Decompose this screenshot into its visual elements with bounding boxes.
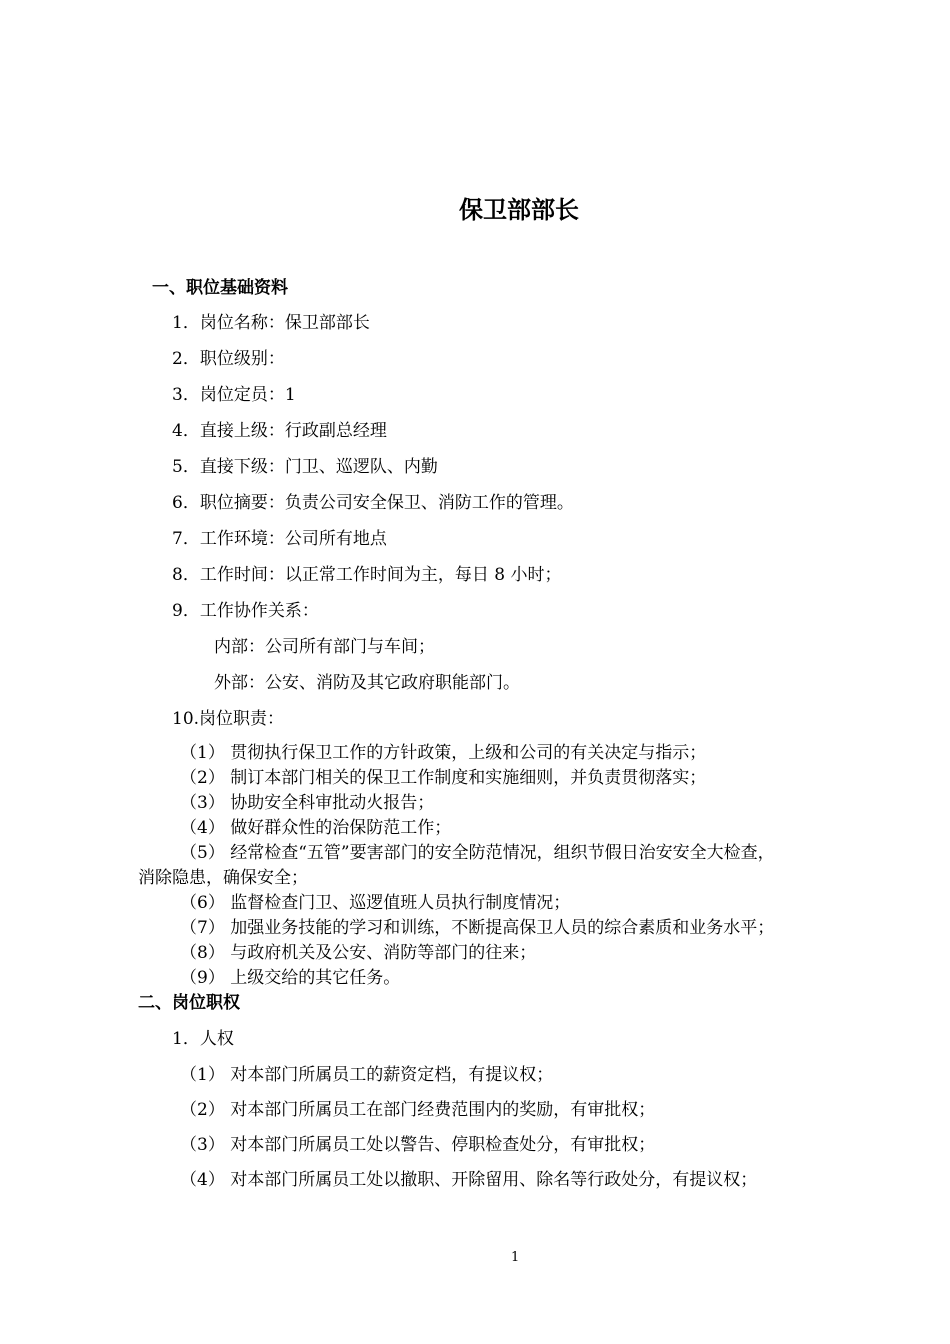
info-item: 5．直接下级：门卫、巡逻队、内勤 — [172, 457, 438, 477]
authority-item: （2） 对本部门所属员工在部门经费范围内的奖励，有审批权； — [180, 1100, 656, 1120]
page-title: 保卫部部长 — [459, 196, 579, 224]
authority-item: （4） 对本部门所属员工处以撤职、开除留用、除名等行政处分，有提议权； — [180, 1170, 758, 1190]
info-item: 9．工作协作关系： — [172, 601, 319, 621]
info-item: 4．直接上级：行政副总经理 — [172, 421, 387, 441]
info-item: 7．工作环境：公司所有地点 — [172, 529, 387, 549]
section-2-heading: 二、岗位职权 — [138, 993, 240, 1013]
page-number: 1 — [511, 1250, 520, 1265]
duty-item: （9） 上级交给的其它任务。 — [180, 968, 401, 988]
info-item: 1．岗位名称：保卫部部长 — [172, 313, 370, 333]
relation-external: 外部：公安、消防及其它政府职能部门。 — [214, 673, 520, 693]
info-item: 3．岗位定员：1 — [172, 385, 296, 405]
info-item: 8．工作时间：以正常工作时间为主，每日 8 小时； — [172, 565, 562, 585]
duty-item: （6） 监督检查门卫、巡逻值班人员执行制度情况； — [180, 893, 571, 913]
duties-label: 10.岗位职责： — [172, 709, 285, 729]
duty-item: （7） 加强业务技能的学习和训练，不断提高保卫人员的综合素质和业务水平； — [180, 918, 775, 938]
duty-item: （1） 贯彻执行保卫工作的方针政策，上级和公司的有关决定与指示； — [180, 743, 707, 763]
duty-item-continuation: 消除隐患，确保安全； — [138, 868, 308, 888]
authority-item: （1） 对本部门所属员工的薪资定档，有提议权； — [180, 1065, 554, 1085]
duty-item: （8） 与政府机关及公安、消防等部门的往来； — [180, 943, 537, 963]
authority-sub-label: 1．人权 — [172, 1029, 234, 1049]
info-item: 2．职位级别： — [172, 349, 285, 369]
duty-item: （4） 做好群众性的治保防范工作； — [180, 818, 452, 838]
relation-internal: 内部：公司所有部门与车间； — [214, 637, 435, 657]
duty-item: （5） 经常检查“五管”要害部门的安全防范情况，组织节假日治安安全大检查， — [180, 843, 775, 863]
duty-item: （3） 协助安全科审批动火报告； — [180, 793, 435, 813]
duty-item: （2） 制订本部门相关的保卫工作制度和实施细则，并负责贯彻落实； — [180, 768, 707, 788]
info-item: 6．职位摘要：负责公司安全保卫、消防工作的管理。 — [172, 493, 574, 513]
authority-item: （3） 对本部门所属员工处以警告、停职检查处分，有审批权； — [180, 1135, 656, 1155]
section-1-heading: 一、职位基础资料 — [152, 278, 288, 298]
